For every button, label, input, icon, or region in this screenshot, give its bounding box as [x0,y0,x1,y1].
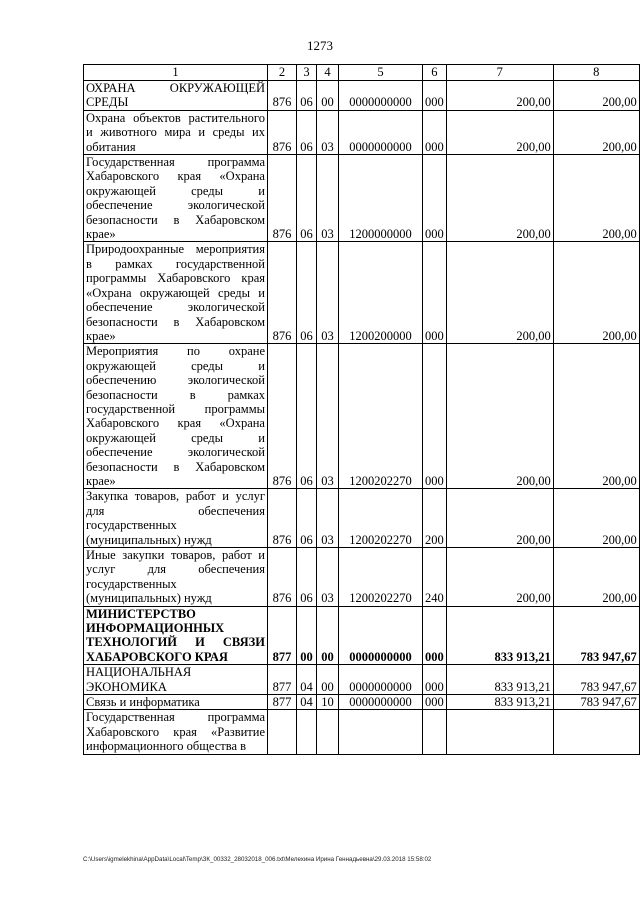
subsection-code-cell: 03 [317,110,339,154]
target-article-cell: 1200202270 [339,548,423,607]
amount-year2-cell: 200,00 [553,548,639,607]
admin-code-cell: 877 [268,606,297,665]
amount-year2-cell: 200,00 [553,489,639,548]
expense-type-cell: 000 [423,695,447,710]
amount-year2-cell [553,710,639,754]
table-row [84,242,640,344]
row-name-cell: МИНИСТЕРСТВО ИНФОРМАЦИОННЫХ ТЕХНОЛОГИЙ И СВЯЗИ ХАБАРОВСКОГО КРАЯ [84,606,268,665]
row-name-cell: Природоохранные мероприятия в рамках государственной программы Хабаровского края «Охрана окружающей среды и обеспечение экологической безопасности в Хабаровском крае» [84,242,268,344]
target-article-cell: 0000000000 [339,110,423,154]
amount-year2-cell: 783 947,67 [553,606,639,665]
amount-year1-cell: 200,00 [446,344,553,489]
subsection-code-cell: 00 [317,606,339,665]
row-name-cell: Государственная программа Хабаровского края «Развитие информационного общества в [84,710,268,754]
table-row [84,606,640,665]
subsection-code-cell: 03 [317,489,339,548]
column-header: 8 [553,65,639,81]
amount-year2-cell: 783 947,67 [553,695,639,710]
amount-year1-cell: 833 913,21 [446,665,553,695]
admin-code-cell: 877 [268,695,297,710]
amount-year1-cell: 200,00 [446,242,553,344]
row-name-cell: Мероприятия по охране окружающей среды и обеспечению экологической безопасности в рамках государственной программы Хабаровского края «Охрана окружающей среды и обеспечение экологической безопасности в Хабаровском крае» [84,344,268,489]
expense-type-cell: 200 [423,489,447,548]
page-number: 1273 [307,38,333,53]
admin-code-cell: 876 [268,81,297,111]
amount-year2-cell: 783 947,67 [553,665,639,695]
amount-year1-cell: 200,00 [446,548,553,607]
section-code-cell: 06 [297,110,317,154]
subsection-code-cell: 03 [317,155,339,242]
target-article-cell: 1200200000 [339,242,423,344]
expense-type-cell: 000 [423,344,447,489]
subsection-code-cell: 10 [317,695,339,710]
section-code-cell [297,710,317,754]
section-code-cell: 06 [297,155,317,242]
target-article-cell: 0000000000 [339,81,423,111]
amount-year1-cell [446,710,553,754]
table-row [84,548,640,607]
table-row [84,344,640,489]
amount-year2-cell: 200,00 [553,155,639,242]
table-body [84,81,640,755]
amount-year2-cell: 200,00 [553,344,639,489]
amount-year1-cell: 200,00 [446,110,553,154]
subsection-code-cell: 03 [317,548,339,607]
file-path-footer: C:\Users\igmelekhina\AppData\Local\Temp\ЗК_00332_28032018_006.txt\Мелехина Ирина Геннадьевна\29.03.2018 15:58:02 [83,856,432,863]
target-article-cell: 0000000000 [339,606,423,665]
expense-type-cell [423,710,447,754]
admin-code-cell: 876 [268,344,297,489]
column-header: 5 [339,65,423,81]
target-article-cell: 1200000000 [339,155,423,242]
amount-year1-cell: 200,00 [446,81,553,111]
subsection-code-cell: 00 [317,665,339,695]
section-code-cell: 06 [297,242,317,344]
amount-year1-cell: 833 913,21 [446,606,553,665]
expense-type-cell: 240 [423,548,447,607]
row-name-cell: Связь и информатика [84,695,268,710]
row-name-cell: Охрана объектов растительного и животного мира и среды их обитания [84,110,268,154]
row-name-cell: Закупка товаров, работ и услуг для обеспечения государственных (муниципальных) нужд [84,489,268,548]
header-row [84,65,640,81]
section-code-cell: 00 [297,606,317,665]
table-row [84,665,640,695]
column-header: 7 [446,65,553,81]
admin-code-cell: 876 [268,110,297,154]
amount-year2-cell: 200,00 [553,242,639,344]
subsection-code-cell [317,710,339,754]
table-row [84,695,640,710]
amount-year2-cell: 200,00 [553,110,639,154]
expense-type-cell: 000 [423,81,447,111]
amount-year2-cell: 200,00 [553,81,639,111]
expense-type-cell: 000 [423,242,447,344]
admin-code-cell [268,710,297,754]
column-header: 6 [423,65,447,81]
section-code-cell: 06 [297,344,317,489]
row-name-cell: НАЦИОНАЛЬНАЯ ЭКОНОМИКА [84,665,268,695]
table-row [84,81,640,111]
admin-code-cell: 876 [268,548,297,607]
amount-year1-cell: 833 913,21 [446,695,553,710]
row-name-cell: ОХРАНА ОКРУЖАЮЩЕЙ СРЕДЫ [84,81,268,111]
column-header: 1 [84,65,268,81]
row-name-cell: Государственная программа Хабаровского края «Охрана окружающей среды и обеспечение экологической безопасности в Хабаровском крае» [84,155,268,242]
table-row [84,110,640,154]
target-article-cell: 0000000000 [339,695,423,710]
section-code-cell: 04 [297,665,317,695]
admin-code-cell: 876 [268,489,297,548]
column-header: 4 [317,65,339,81]
target-article-cell [339,710,423,754]
target-article-cell: 1200202270 [339,489,423,548]
expense-type-cell: 000 [423,155,447,242]
target-article-cell: 1200202270 [339,344,423,489]
admin-code-cell: 877 [268,665,297,695]
admin-code-cell: 876 [268,155,297,242]
subsection-code-cell: 00 [317,81,339,111]
column-header: 2 [268,65,297,81]
expense-type-cell: 000 [423,665,447,695]
amount-year1-cell: 200,00 [446,489,553,548]
row-name-cell: Иные закупки товаров, работ и услуг для обеспечения государственных (муниципальных) нужд [84,548,268,607]
target-article-cell: 0000000000 [339,665,423,695]
table-row [84,489,640,548]
section-code-cell: 06 [297,81,317,111]
expense-type-cell: 000 [423,110,447,154]
amount-year1-cell: 200,00 [446,155,553,242]
table-row [84,710,640,754]
section-code-cell: 04 [297,695,317,710]
table-row [84,155,640,242]
subsection-code-cell: 03 [317,242,339,344]
subsection-code-cell: 03 [317,344,339,489]
section-code-cell: 06 [297,548,317,607]
expense-type-cell: 000 [423,606,447,665]
column-header: 3 [297,65,317,81]
admin-code-cell: 876 [268,242,297,344]
section-code-cell: 06 [297,489,317,548]
budget-table [83,64,640,755]
